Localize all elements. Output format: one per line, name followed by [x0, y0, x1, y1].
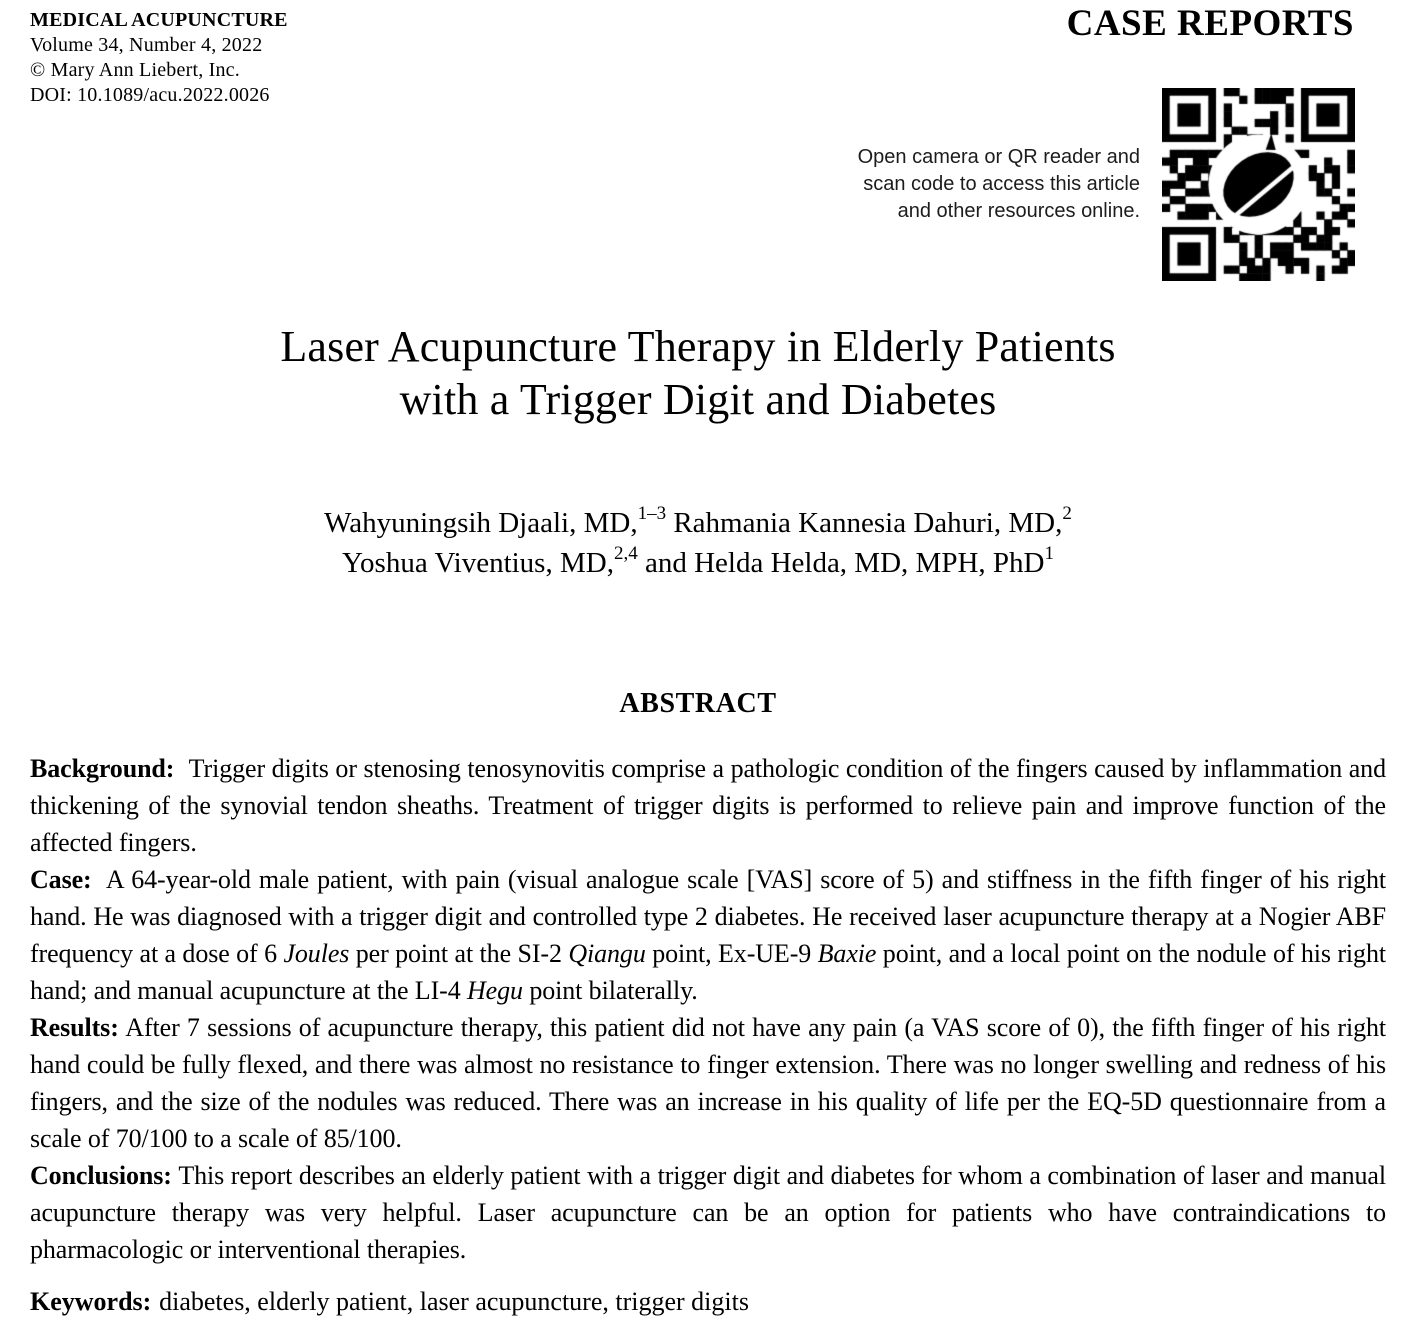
article-title: [0, 320, 1396, 426]
author-list: [0, 503, 1396, 583]
journal-masthead: [30, 8, 288, 108]
article-title-line: with a Trigger Digit and Diabetes: [399, 375, 997, 424]
paragraph-text: Trigger digits or stenosing tenosynovitis comprise a pathologic condition of the fingers caused by inflammation and thickening of the synovial tendon sheaths. Treatment of trigger digits is performed to relieve pain and improve function of the affected fingers.: [30, 754, 1386, 857]
abstract-body: [30, 750, 1386, 1268]
affiliation-superscript: 2,4: [613, 543, 638, 565]
paragraph-text: point, and a local point on the nodule of his right hand; and manual acupuncture at the LI-4: [30, 939, 1386, 1005]
paragraph-label: Results:: [30, 1013, 119, 1042]
abstract-paragraph: [30, 1009, 1386, 1157]
section-banner: CASE REPORTS: [1066, 3, 1354, 44]
paragraph-text: This report describes an elderly patient with a trigger digit and diabetes for whom a combination of laser and manual acupuncture therapy was very helpful. Laser acupuncture can be an option for patients who have contraindications to pharmacologic or interventional therapies.: [30, 1161, 1386, 1264]
italic-term: Joules: [283, 939, 350, 968]
journal-copyright-line: © Mary Ann Liebert, Inc.: [30, 59, 240, 81]
qr-caption-line: scan code to access this article: [863, 173, 1140, 195]
keywords-label: Keywords:: [30, 1287, 152, 1316]
qr-caption-line: Open camera or QR reader and: [857, 146, 1140, 168]
journal-doi-line: DOI: 10.1089/acu.2022.0026: [30, 84, 270, 106]
abstract-heading: ABSTRACT: [619, 688, 777, 719]
qr-caption-line: and other resources online.: [897, 200, 1140, 222]
paragraph-label: Case:: [30, 865, 92, 894]
journal-volume-line: Volume 34, Number 4, 2022: [30, 34, 263, 56]
italic-term: Qiangu: [568, 939, 646, 968]
article-title-line: Laser Acupuncture Therapy in Elderly Patients: [280, 322, 1116, 371]
paragraph-label: Conclusions:: [30, 1161, 172, 1190]
affiliation-superscript: 1: [1044, 543, 1054, 565]
paragraph-text: point bilaterally.: [522, 976, 698, 1005]
paragraph-label: Background:: [30, 754, 175, 783]
qr-code: [1162, 88, 1355, 281]
paragraph-text: point, Ex-UE-9: [645, 939, 818, 968]
italic-term: Hegu: [467, 976, 523, 1005]
qr-caption: [858, 144, 1140, 225]
author-line: Yoshua Viventius, MD,$^{2,4}$ and Helda Helda, MD, MPH, PhD$^1$: [342, 543, 1054, 579]
keywords-text: diabetes, elderly patient, laser acupuncture, trigger digits: [159, 1287, 749, 1316]
abstract-paragraph: [30, 861, 1386, 1009]
author-line: Wahyuningsih Djaali, MD,$^{1-3}$ Rahmania Kannesia Dahuri, MD,$^2$: [324, 503, 1072, 539]
italic-term: Baxie: [817, 939, 877, 968]
paragraph-text: After 7 sessions of acupuncture therapy, this patient did not have any pain (a VAS score of 0), the fifth finger of his right hand could be fully flexed, and there was almost no resistance to finger extension. There was no longer swelling and redness of his fingers, and the size of the nodules was reduced. There was an increase in his quality of life per the EQ-5D questionnaire from a scale of 70/100 to a scale of 85/100.: [30, 1013, 1386, 1153]
paragraph-text: per point at the SI-2: [349, 939, 569, 968]
abstract-paragraph: [30, 750, 1386, 861]
paragraph-text: A 64-year-old male patient, with pain (visual analogue scale [VAS] score of 5) and stiffness in the fifth finger of his right hand. He was diagnosed with a trigger digit and controlled type 2 diabetes. He received laser acupuncture therapy at a Nogier ABF frequency at a dose of 6: [30, 865, 1386, 968]
affiliation-superscript: 2: [1062, 503, 1072, 525]
affiliation-superscript: 1–3: [637, 503, 667, 525]
keywords-line: [30, 1283, 1386, 1320]
qr-code-pattern-with-publisher-logo-icon: [1162, 88, 1355, 281]
journal-name: MEDICAL ACUPUNCTURE: [30, 9, 288, 31]
abstract-paragraph: [30, 1157, 1386, 1268]
